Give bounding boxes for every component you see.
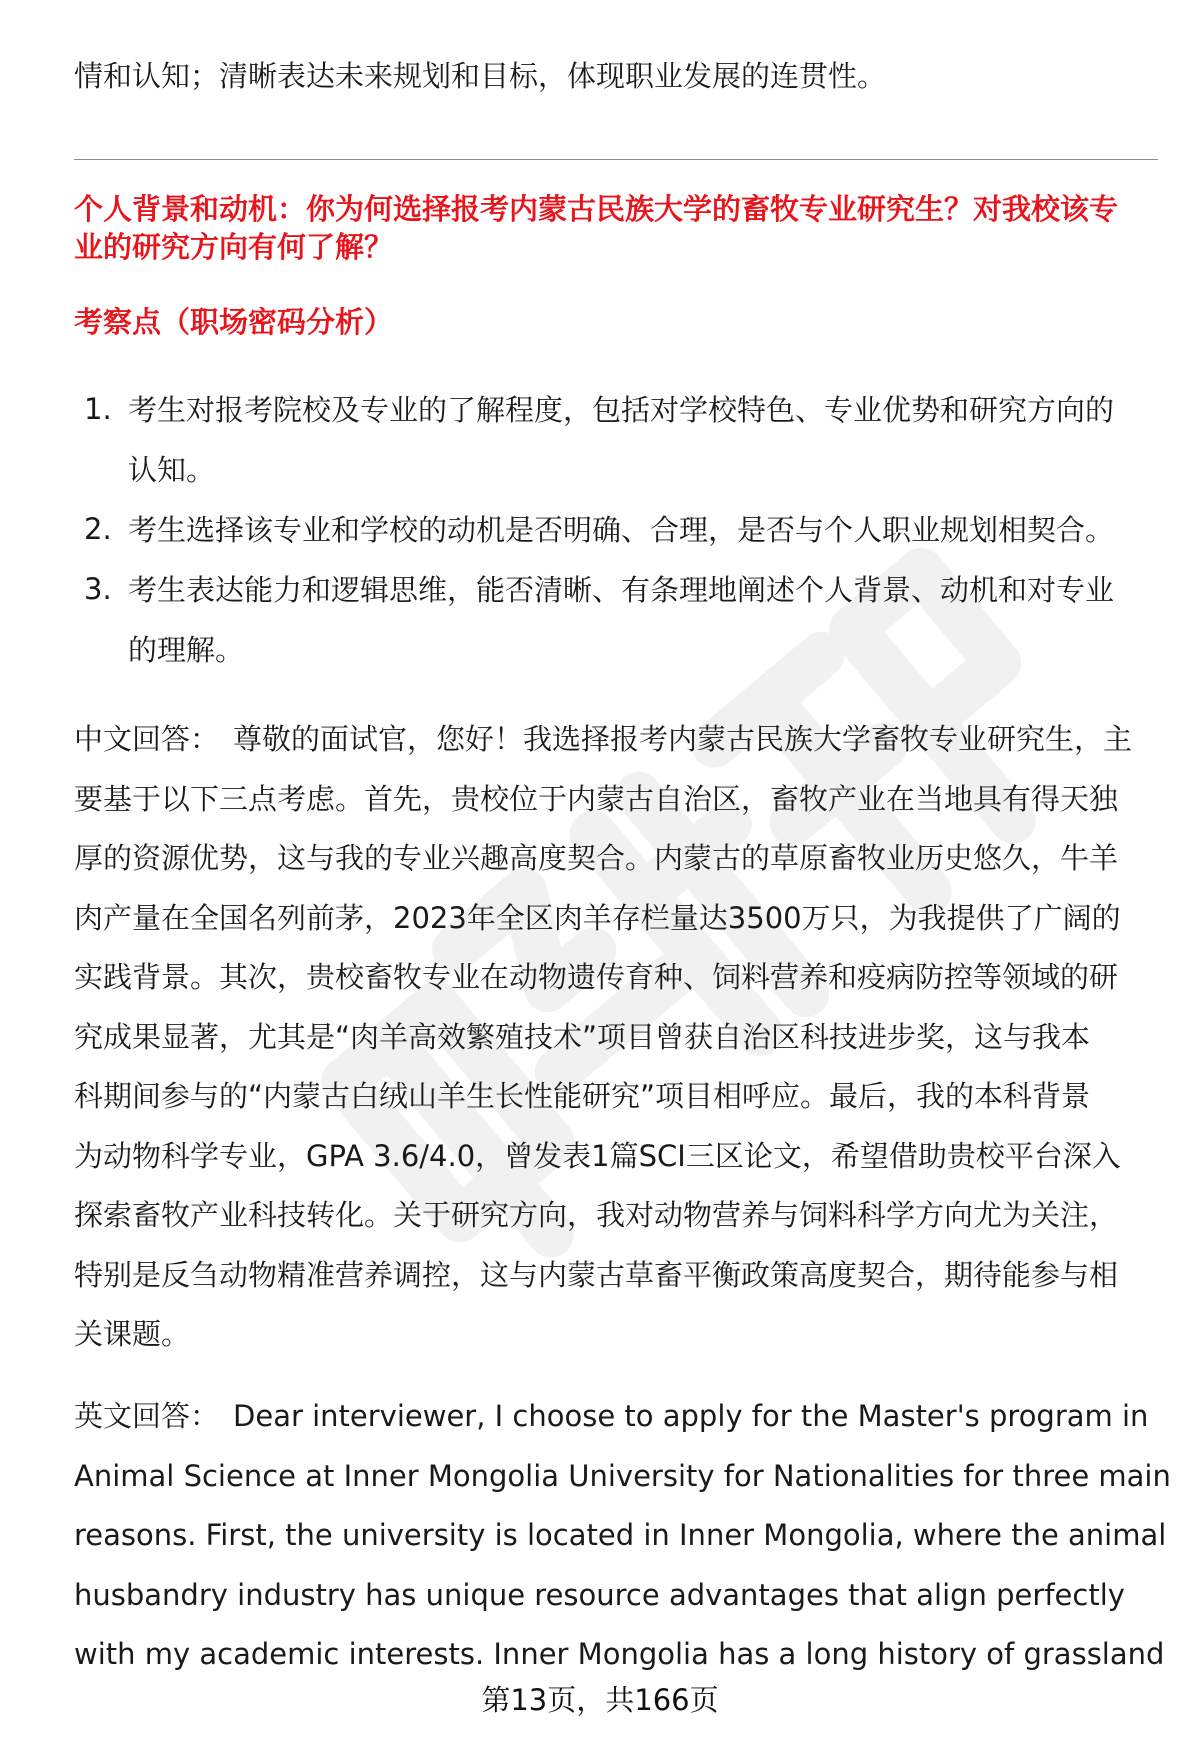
page-number: 第13页，共166页 (481, 1683, 719, 1717)
answer-line: 为动物科学专业，GPA 3.6/4.0，曾发表1篇SCI三区论文，希望借助贵校平台深入 (74, 1138, 1121, 1173)
english-answer (74, 1387, 1171, 1685)
question-line: 业的研究方向有何了解？ (74, 230, 394, 264)
answer-line: 究成果显著，尤其是“肉羊高效繁殖技术”项目曾获自治区科技进步奖，这与我本 (74, 1019, 1091, 1054)
chinese-answer-label: 中文回答： (74, 722, 220, 756)
answer-line: 肉产量在全国名列前茅，2023年全区肉羊存栏量达3500万只，为我提供了广阔的 (74, 900, 1121, 935)
answer-line (74, 710, 1158, 770)
answer-line: 探索畜牧产业科技转化。关于研究方向，我对动物营养与饲料科学方向尤为关注， (74, 1198, 1119, 1232)
list-item-number: 1. (84, 392, 112, 426)
chinese-answer (74, 710, 1158, 1365)
answer-line: with my academic interests. Inner Mongolia has a long history of grassland (74, 1637, 1165, 1671)
list-item-number: 3. (84, 572, 112, 606)
section-divider (74, 159, 1158, 160)
answer-line: reasons. First, the university is located in Inner Mongolia, where the animal (74, 1518, 1167, 1552)
list-item-text: 认知。 (128, 453, 216, 487)
list-item-number: 2. (84, 512, 112, 546)
answer-line: Animal Science at Inner Mongolia University for Nationalities for three main (74, 1458, 1171, 1493)
exam-points-list (74, 380, 1158, 680)
answer-line: husbandry industry has unique resource advantages that align perfectly (74, 1577, 1125, 1612)
answer-line: 要基于以下三点考虑。首先，贵校位于内蒙古自治区，畜牧产业在当地具有得天独 (74, 781, 1119, 816)
answer-line: 厚的资源优势，这与我的专业兴趣高度契合。内蒙古的草原畜牧业历史悠久，牛羊 (74, 841, 1119, 875)
list-item-text: 考生表达能力和逻辑思维，能否清晰、有条理地阐述个人背景、动机和对专业 (128, 573, 1115, 607)
answer-line (74, 1387, 1158, 1447)
answer-line: 实践背景。其次，贵校畜牧专业在动物遗传育种、饲料营养和疫病防控等领域的研 (74, 960, 1119, 994)
list-item (74, 500, 1158, 560)
answer-text: Dear interviewer, I choose to apply for the Master's program in (233, 1399, 1149, 1433)
intro-text: 情和认知；清晰表达未来规划和目标，体现职业发展的连贯性。 (74, 59, 887, 93)
list-item-text: 考生对报考院校及专业的了解程度，包括对学校特色、专业优势和研究方向的 (128, 393, 1115, 427)
question-heading (74, 190, 1158, 266)
list-item-text: 考生选择该专业和学校的动机是否明确、合理，是否与个人职业规划相契合。 (128, 513, 1115, 547)
list-item (74, 380, 1158, 500)
list-item-text: 的理解。 (128, 633, 245, 667)
answer-line: 科期间参与的“内蒙古白绒山羊生长性能研究”项目相呼应。最后，我的本科背景 (74, 1079, 1091, 1113)
question-line: 个人背景和动机：你为何选择报考内蒙古民族大学的畜牧专业研究生？对我校该专 (74, 192, 1119, 226)
answer-text: 尊敬的面试官，您好！我选择报考内蒙古民族大学畜牧专业研究生，主 (233, 722, 1133, 756)
answer-line: 特别是反刍动物精准营养调控，这与内蒙古草畜平衡政策高度契合，期待能参与相 (74, 1257, 1119, 1292)
answer-line: 关课题。 (74, 1317, 191, 1351)
list-item (74, 560, 1158, 680)
english-answer-label: 英文回答： (74, 1399, 220, 1433)
exam-points-heading: 考察点（职场密码分析） (74, 305, 394, 339)
